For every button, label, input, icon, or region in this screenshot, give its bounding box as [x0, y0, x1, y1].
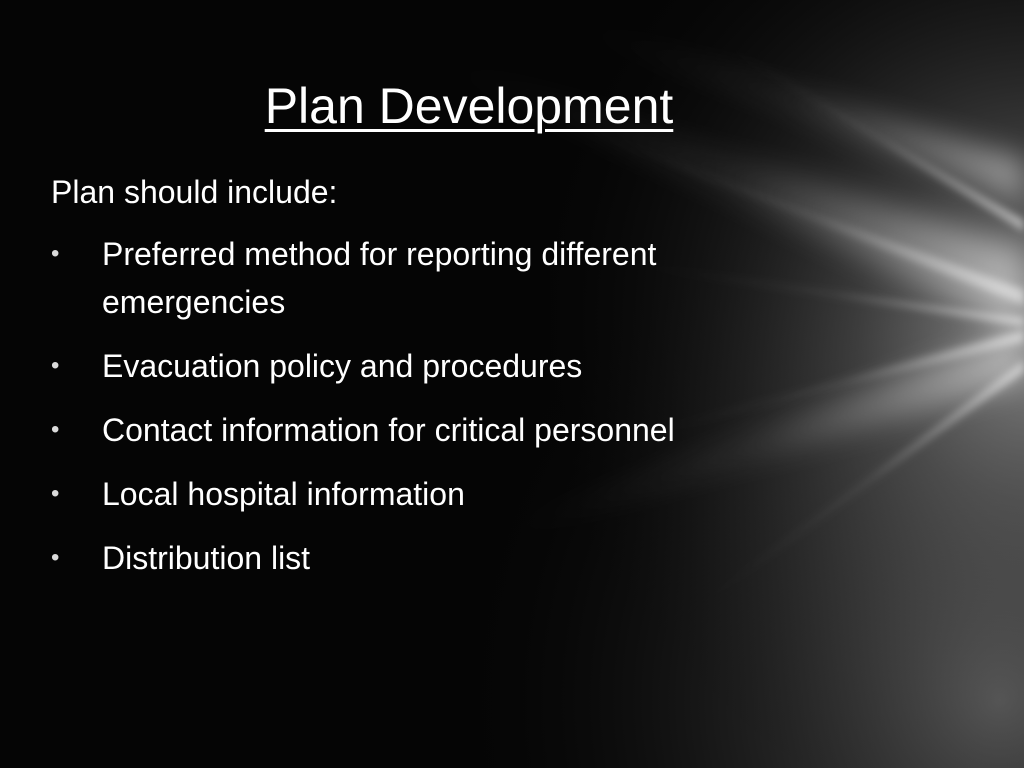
list-item [51, 406, 802, 454]
list-item [51, 534, 802, 582]
bullet-icon: • [51, 352, 60, 379]
bullet-icon: • [51, 240, 60, 267]
bullet-list [51, 230, 851, 582]
list-item-text: Contact information for critical personnel [102, 412, 675, 448]
list-item [51, 470, 802, 518]
list-item-text: Evacuation policy and procedures [102, 348, 583, 384]
list-item [51, 230, 802, 326]
bullet-icon: • [51, 480, 60, 507]
list-item [51, 342, 802, 390]
slide-title: Plan Development [264, 78, 674, 134]
slide-body [51, 168, 851, 598]
list-item-text: Preferred method for reporting different emergencies [102, 236, 657, 320]
intro-text: Plan should include: [51, 174, 338, 210]
bullet-icon: • [51, 416, 60, 443]
list-item-text: Distribution list [102, 540, 311, 576]
bullet-icon: • [51, 544, 60, 571]
list-item-text: Local hospital information [102, 476, 465, 512]
